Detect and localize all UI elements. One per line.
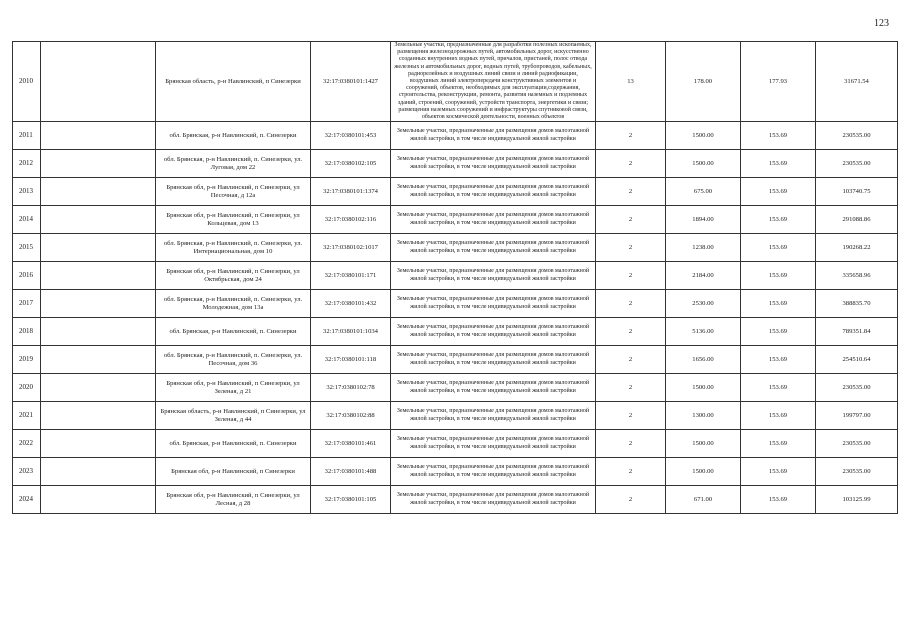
cadastral-value-cell: 31671.54	[816, 42, 898, 122]
blank-cell	[41, 178, 156, 206]
table-row	[13, 458, 898, 486]
row-number: 2012	[13, 150, 41, 178]
group-cell: 2	[596, 262, 666, 290]
group-cell: 2	[596, 234, 666, 262]
address-cell: обл. Брянская, р-н Навлинский, п. Синезерки, ул. Луговая, дом 22	[156, 150, 311, 178]
cadastral-number-cell: 32:17:0380102:1017	[311, 234, 391, 262]
group-cell: 2	[596, 318, 666, 346]
cadastral-value-cell: 789351.84	[816, 318, 898, 346]
table-row	[13, 402, 898, 430]
specific-value-cell: 153.69	[741, 346, 816, 374]
blank-cell	[41, 318, 156, 346]
area-cell: 1894.00	[666, 206, 741, 234]
cadastral-number-cell: 32:17:0380101:105	[311, 486, 391, 514]
blank-cell	[41, 402, 156, 430]
row-number: 2018	[13, 318, 41, 346]
land-use-cell: Земельные участки, предназначенные для размещения домов малоэтажной жилой застройки, в том числе индивидуальной жилой застройки	[391, 150, 596, 178]
area-cell: 1500.00	[666, 430, 741, 458]
page-number: 123	[874, 18, 889, 29]
area-cell: 2184.00	[666, 262, 741, 290]
cadastral-value-cell: 103740.75	[816, 178, 898, 206]
land-use-cell: Земельные участки, предназначенные для разработки полезных ископаемых, размещения железнодорожных путей, автомобильных дорог, искусственно созданных внутренних водных путей, причалов, пристаней, полос отвода железных и автомобильных дорог, водных путей, трубопроводов, кабельных, радиорелейных и воздушных линий связи и линий радиофикации, воздушных линий электропередачи конструктивных элементов и сооружений, объектов, необходимых для эксплуатации,содержания, строительства, реконструкции, ремонта, развития наземных и подземных зданий, строений, сооружений, устройств транспорта, энергетики и связи; размещения наземных сооружений и инфраструктуры спутниковой связи, объектов космической деятельности, военных объектов	[391, 42, 596, 122]
group-cell: 2	[596, 374, 666, 402]
cadastral-number-cell: 32:17:0380101:118	[311, 346, 391, 374]
cadastral-value-cell: 230535.00	[816, 430, 898, 458]
cadastral-number-cell: 32:17:0380102:88	[311, 402, 391, 430]
land-use-cell: Земельные участки, предназначенные для размещения домов малоэтажной жилой застройки, в том числе индивидуальной жилой застройки	[391, 346, 596, 374]
address-cell: Брянская область, р-н Навлинский, п Синезерки, ул Зеленая, д 44	[156, 402, 311, 430]
specific-value-cell: 177.93	[741, 42, 816, 122]
cadastral-number-cell: 32:17:0380101:1427	[311, 42, 391, 122]
specific-value-cell: 153.69	[741, 150, 816, 178]
row-number: 2013	[13, 178, 41, 206]
cadastral-number-cell: 32:17:0380101:453	[311, 122, 391, 150]
blank-cell	[41, 374, 156, 402]
area-cell: 178.00	[666, 42, 741, 122]
cadastral-number-cell: 32:17:0380102:116	[311, 206, 391, 234]
row-number: 2023	[13, 458, 41, 486]
area-cell: 1500.00	[666, 122, 741, 150]
cadastral-number-cell: 32:17:0380101:488	[311, 458, 391, 486]
cadastral-value-cell: 291088.86	[816, 206, 898, 234]
address-cell: Брянская обл, р-н Навлинский, п Синезерки, ул Лесная, д 28	[156, 486, 311, 514]
cadastral-value-cell: 230535.00	[816, 122, 898, 150]
group-cell: 2	[596, 178, 666, 206]
area-cell: 671.00	[666, 486, 741, 514]
group-cell: 2	[596, 346, 666, 374]
table-row	[13, 346, 898, 374]
address-cell: обл. Брянская, р-н Навлинский, п. Синезерки, ул. Молодежная, дом 13а	[156, 290, 311, 318]
land-use-cell: Земельные участки, предназначенные для размещения домов малоэтажной жилой застройки, в том числе индивидуальной жилой застройки	[391, 430, 596, 458]
area-cell: 1656.00	[666, 346, 741, 374]
blank-cell	[41, 290, 156, 318]
table-row	[13, 150, 898, 178]
specific-value-cell: 153.69	[741, 178, 816, 206]
group-cell: 2	[596, 206, 666, 234]
row-number: 2016	[13, 262, 41, 290]
area-cell: 1500.00	[666, 458, 741, 486]
blank-cell	[41, 430, 156, 458]
cadastral-number-cell: 32:17:0380102:105	[311, 150, 391, 178]
group-cell: 13	[596, 42, 666, 122]
cadastral-number-cell: 32:17:0380101:461	[311, 430, 391, 458]
area-cell: 1500.00	[666, 374, 741, 402]
table-row	[13, 122, 898, 150]
table-row	[13, 42, 898, 122]
address-cell: Брянская область, р-н Навлинский, п Синезерки	[156, 42, 311, 122]
cadastral-value-cell: 190268.22	[816, 234, 898, 262]
area-cell: 1300.00	[666, 402, 741, 430]
address-cell: обл. Брянская, р-н Навлинский, п. Синезерки	[156, 318, 311, 346]
group-cell: 2	[596, 150, 666, 178]
land-use-cell: Земельные участки, предназначенные для размещения домов малоэтажной жилой застройки, в том числе индивидуальной жилой застройки	[391, 178, 596, 206]
specific-value-cell: 153.69	[741, 206, 816, 234]
table-body	[13, 42, 898, 514]
land-use-cell: Земельные участки, предназначенные для размещения домов малоэтажной жилой застройки, в том числе индивидуальной жилой застройки	[391, 206, 596, 234]
table-row	[13, 234, 898, 262]
blank-cell	[41, 262, 156, 290]
table-row	[13, 318, 898, 346]
row-number: 2020	[13, 374, 41, 402]
specific-value-cell: 153.69	[741, 458, 816, 486]
group-cell: 2	[596, 458, 666, 486]
specific-value-cell: 153.69	[741, 374, 816, 402]
blank-cell	[41, 346, 156, 374]
area-cell: 5136.00	[666, 318, 741, 346]
land-use-cell: Земельные участки, предназначенные для размещения домов малоэтажной жилой застройки, в том числе индивидуальной жилой застройки	[391, 122, 596, 150]
cadastral-value-cell: 335658.96	[816, 262, 898, 290]
address-cell: Брянская обл, р-н Навлинский, п Синезерки, ул Кольцевая, дом 13	[156, 206, 311, 234]
specific-value-cell: 153.69	[741, 262, 816, 290]
land-use-cell: Земельные участки, предназначенные для размещения домов малоэтажной жилой застройки, в том числе индивидуальной жилой застройки	[391, 262, 596, 290]
land-use-cell: Земельные участки, предназначенные для размещения домов малоэтажной жилой застройки, в том числе индивидуальной жилой застройки	[391, 458, 596, 486]
cadastral-number-cell: 32:17:0380101:432	[311, 290, 391, 318]
row-number: 2022	[13, 430, 41, 458]
address-cell: Брянская обл, р-н Навлинский, п Синезерки	[156, 458, 311, 486]
specific-value-cell: 153.69	[741, 122, 816, 150]
specific-value-cell: 153.69	[741, 430, 816, 458]
area-cell: 1500.00	[666, 150, 741, 178]
address-cell: Брянская обл, р-н Навлинский, п Синезерки, ул Октябрьская, дом 24	[156, 262, 311, 290]
row-number: 2015	[13, 234, 41, 262]
address-cell: Брянская обл, р-н Навлинский, п Синезерки, ул Зеленая, д 21	[156, 374, 311, 402]
row-number: 2019	[13, 346, 41, 374]
land-use-cell: Земельные участки, предназначенные для размещения домов малоэтажной жилой застройки, в том числе индивидуальной жилой застройки	[391, 402, 596, 430]
area-cell: 675.00	[666, 178, 741, 206]
row-number: 2017	[13, 290, 41, 318]
table-row	[13, 486, 898, 514]
group-cell: 2	[596, 290, 666, 318]
cadastral-number-cell: 32:17:0380101:171	[311, 262, 391, 290]
land-use-cell: Земельные участки, предназначенные для размещения домов малоэтажной жилой застройки, в том числе индивидуальной жилой застройки	[391, 290, 596, 318]
blank-cell	[41, 234, 156, 262]
cadastral-number-cell: 32:17:0380101:1374	[311, 178, 391, 206]
row-number: 2010	[13, 42, 41, 122]
specific-value-cell: 153.69	[741, 290, 816, 318]
address-cell: обл. Брянская, р-н Навлинский, п. Синезерки	[156, 430, 311, 458]
table-row	[13, 206, 898, 234]
row-number: 2014	[13, 206, 41, 234]
table-row	[13, 290, 898, 318]
land-use-cell: Земельные участки, предназначенные для размещения домов малоэтажной жилой застройки, в том числе индивидуальной жилой застройки	[391, 374, 596, 402]
row-number: 2011	[13, 122, 41, 150]
cadastral-number-cell: 32:17:0380102:78	[311, 374, 391, 402]
cadastral-value-cell: 230535.00	[816, 458, 898, 486]
address-cell: обл. Брянская, р-н Навлинский, п. Синезерки, ул. Песочная, дом 36	[156, 346, 311, 374]
land-use-cell: Земельные участки, предназначенные для размещения домов малоэтажной жилой застройки, в том числе индивидуальной жилой застройки	[391, 486, 596, 514]
group-cell: 2	[596, 402, 666, 430]
specific-value-cell: 153.69	[741, 234, 816, 262]
land-use-cell: Земельные участки, предназначенные для размещения домов малоэтажной жилой застройки, в том числе индивидуальной жилой застройки	[391, 234, 596, 262]
address-cell: Брянская обл, р-н Навлинский, п Синезерки, ул Песочная, д 12а	[156, 178, 311, 206]
blank-cell	[41, 150, 156, 178]
cadastral-value-cell: 388835.70	[816, 290, 898, 318]
cadastral-value-cell: 103125.99	[816, 486, 898, 514]
blank-cell	[41, 486, 156, 514]
specific-value-cell: 153.69	[741, 402, 816, 430]
table-row	[13, 374, 898, 402]
cadastral-value-cell: 254510.64	[816, 346, 898, 374]
specific-value-cell: 153.69	[741, 318, 816, 346]
blank-cell	[41, 206, 156, 234]
group-cell: 2	[596, 430, 666, 458]
cadastral-value-cell: 199797.00	[816, 402, 898, 430]
blank-cell	[41, 122, 156, 150]
land-use-cell: Земельные участки, предназначенные для размещения домов малоэтажной жилой застройки, в том числе индивидуальной жилой застройки	[391, 318, 596, 346]
group-cell: 2	[596, 122, 666, 150]
cadastral-value-cell: 230535.00	[816, 150, 898, 178]
row-number: 2024	[13, 486, 41, 514]
cadastral-number-cell: 32:17:0380101:1034	[311, 318, 391, 346]
table-row	[13, 430, 898, 458]
address-cell: обл. Брянская, р-н Навлинский, п. Синезерки, ул. Интернациональная, дом 10	[156, 234, 311, 262]
group-cell: 2	[596, 486, 666, 514]
row-number: 2021	[13, 402, 41, 430]
table-row	[13, 262, 898, 290]
address-cell: обл. Брянская, р-н Навлинский, п. Синезерки	[156, 122, 311, 150]
blank-cell	[41, 458, 156, 486]
area-cell: 2530.00	[666, 290, 741, 318]
table-row	[13, 178, 898, 206]
cadastral-value-table	[12, 41, 898, 514]
cadastral-value-cell: 230535.00	[816, 374, 898, 402]
area-cell: 1238.00	[666, 234, 741, 262]
blank-cell	[41, 42, 156, 122]
specific-value-cell: 153.69	[741, 486, 816, 514]
